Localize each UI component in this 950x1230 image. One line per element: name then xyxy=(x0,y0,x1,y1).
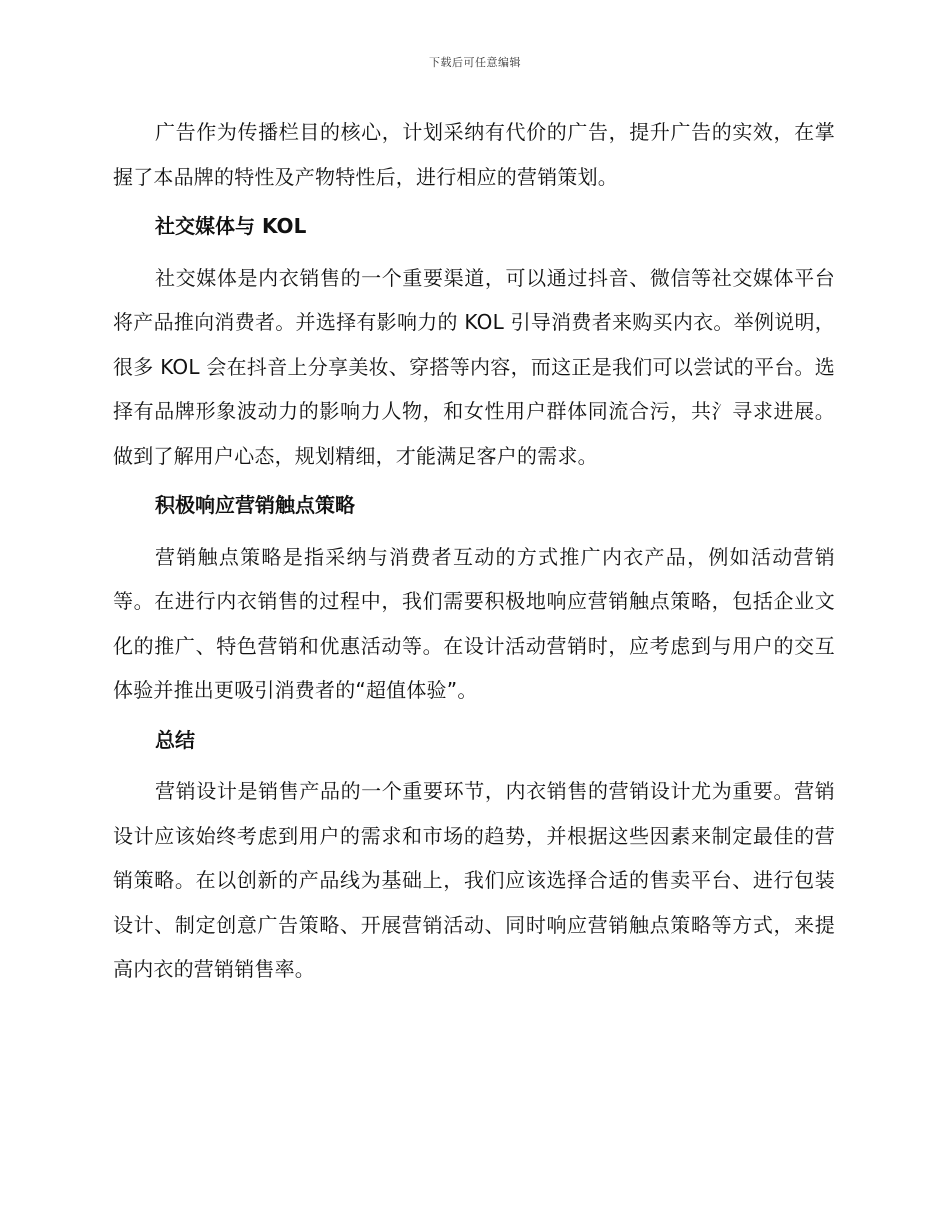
touchpoint-paragraph: 营销触点策略是指采纳与消费者互动的方式推广内衣产品，例如活动营销等。在进行内衣销售的过程中，我们需要积极地响应营销触点策略，包括企业文化的推广、特色营销和优惠活动等。在设计活动营销时，应考虑到与用户的交互体验并推出更吸引消费者的“超值体验”。 xyxy=(113,544,835,702)
summary-heading: 总结 xyxy=(155,727,195,752)
document-body xyxy=(113,110,835,992)
social-media-paragraph: 社交媒体是内衣销售的一个重要渠道，可以通过抖音、微信等社交媒体平台将产品推向消费者。并选择有影响力的 KOL 引导消费者来购买内衣。举例说明，很多 KOL 会在抖音上分享美妆、穿搭等内容，而这正是我们可以尝试的平台。选择有品牌形象波动力的影响力人物，和女性用户群体同流合污，共氵寻求进展。做到了解用户心态，规划精细，才能满足客户的需求。 xyxy=(113,265,835,468)
social-media-heading: 社交媒体与 KOL xyxy=(155,214,307,238)
summary-paragraph: 营销设计是销售产品的一个重要环节，内衣销售的营销设计尤为重要。营销设计应该始终考虑到用户的需求和市场的趋势，并根据这些因素来制定最佳的营销策略。在以创新的产品线为基础上，我们应该选择合适的售卖平台、进行包装设计、制定创意广告策略、开展营销活动、同时响应营销触点策略等方式，来提高内衣的营销销售率。 xyxy=(113,779,835,981)
touchpoint-heading: 积极响应营销触点策略 xyxy=(155,493,355,517)
page-header-note: 下载后可任意编辑 xyxy=(429,56,521,69)
intro-paragraph: 广告作为传播栏目的核心，计划采纳有代价的广告，提升广告的实效，在掌握了本品牌的特性及产物特性后，进行相应的营销策划。 xyxy=(113,120,835,189)
